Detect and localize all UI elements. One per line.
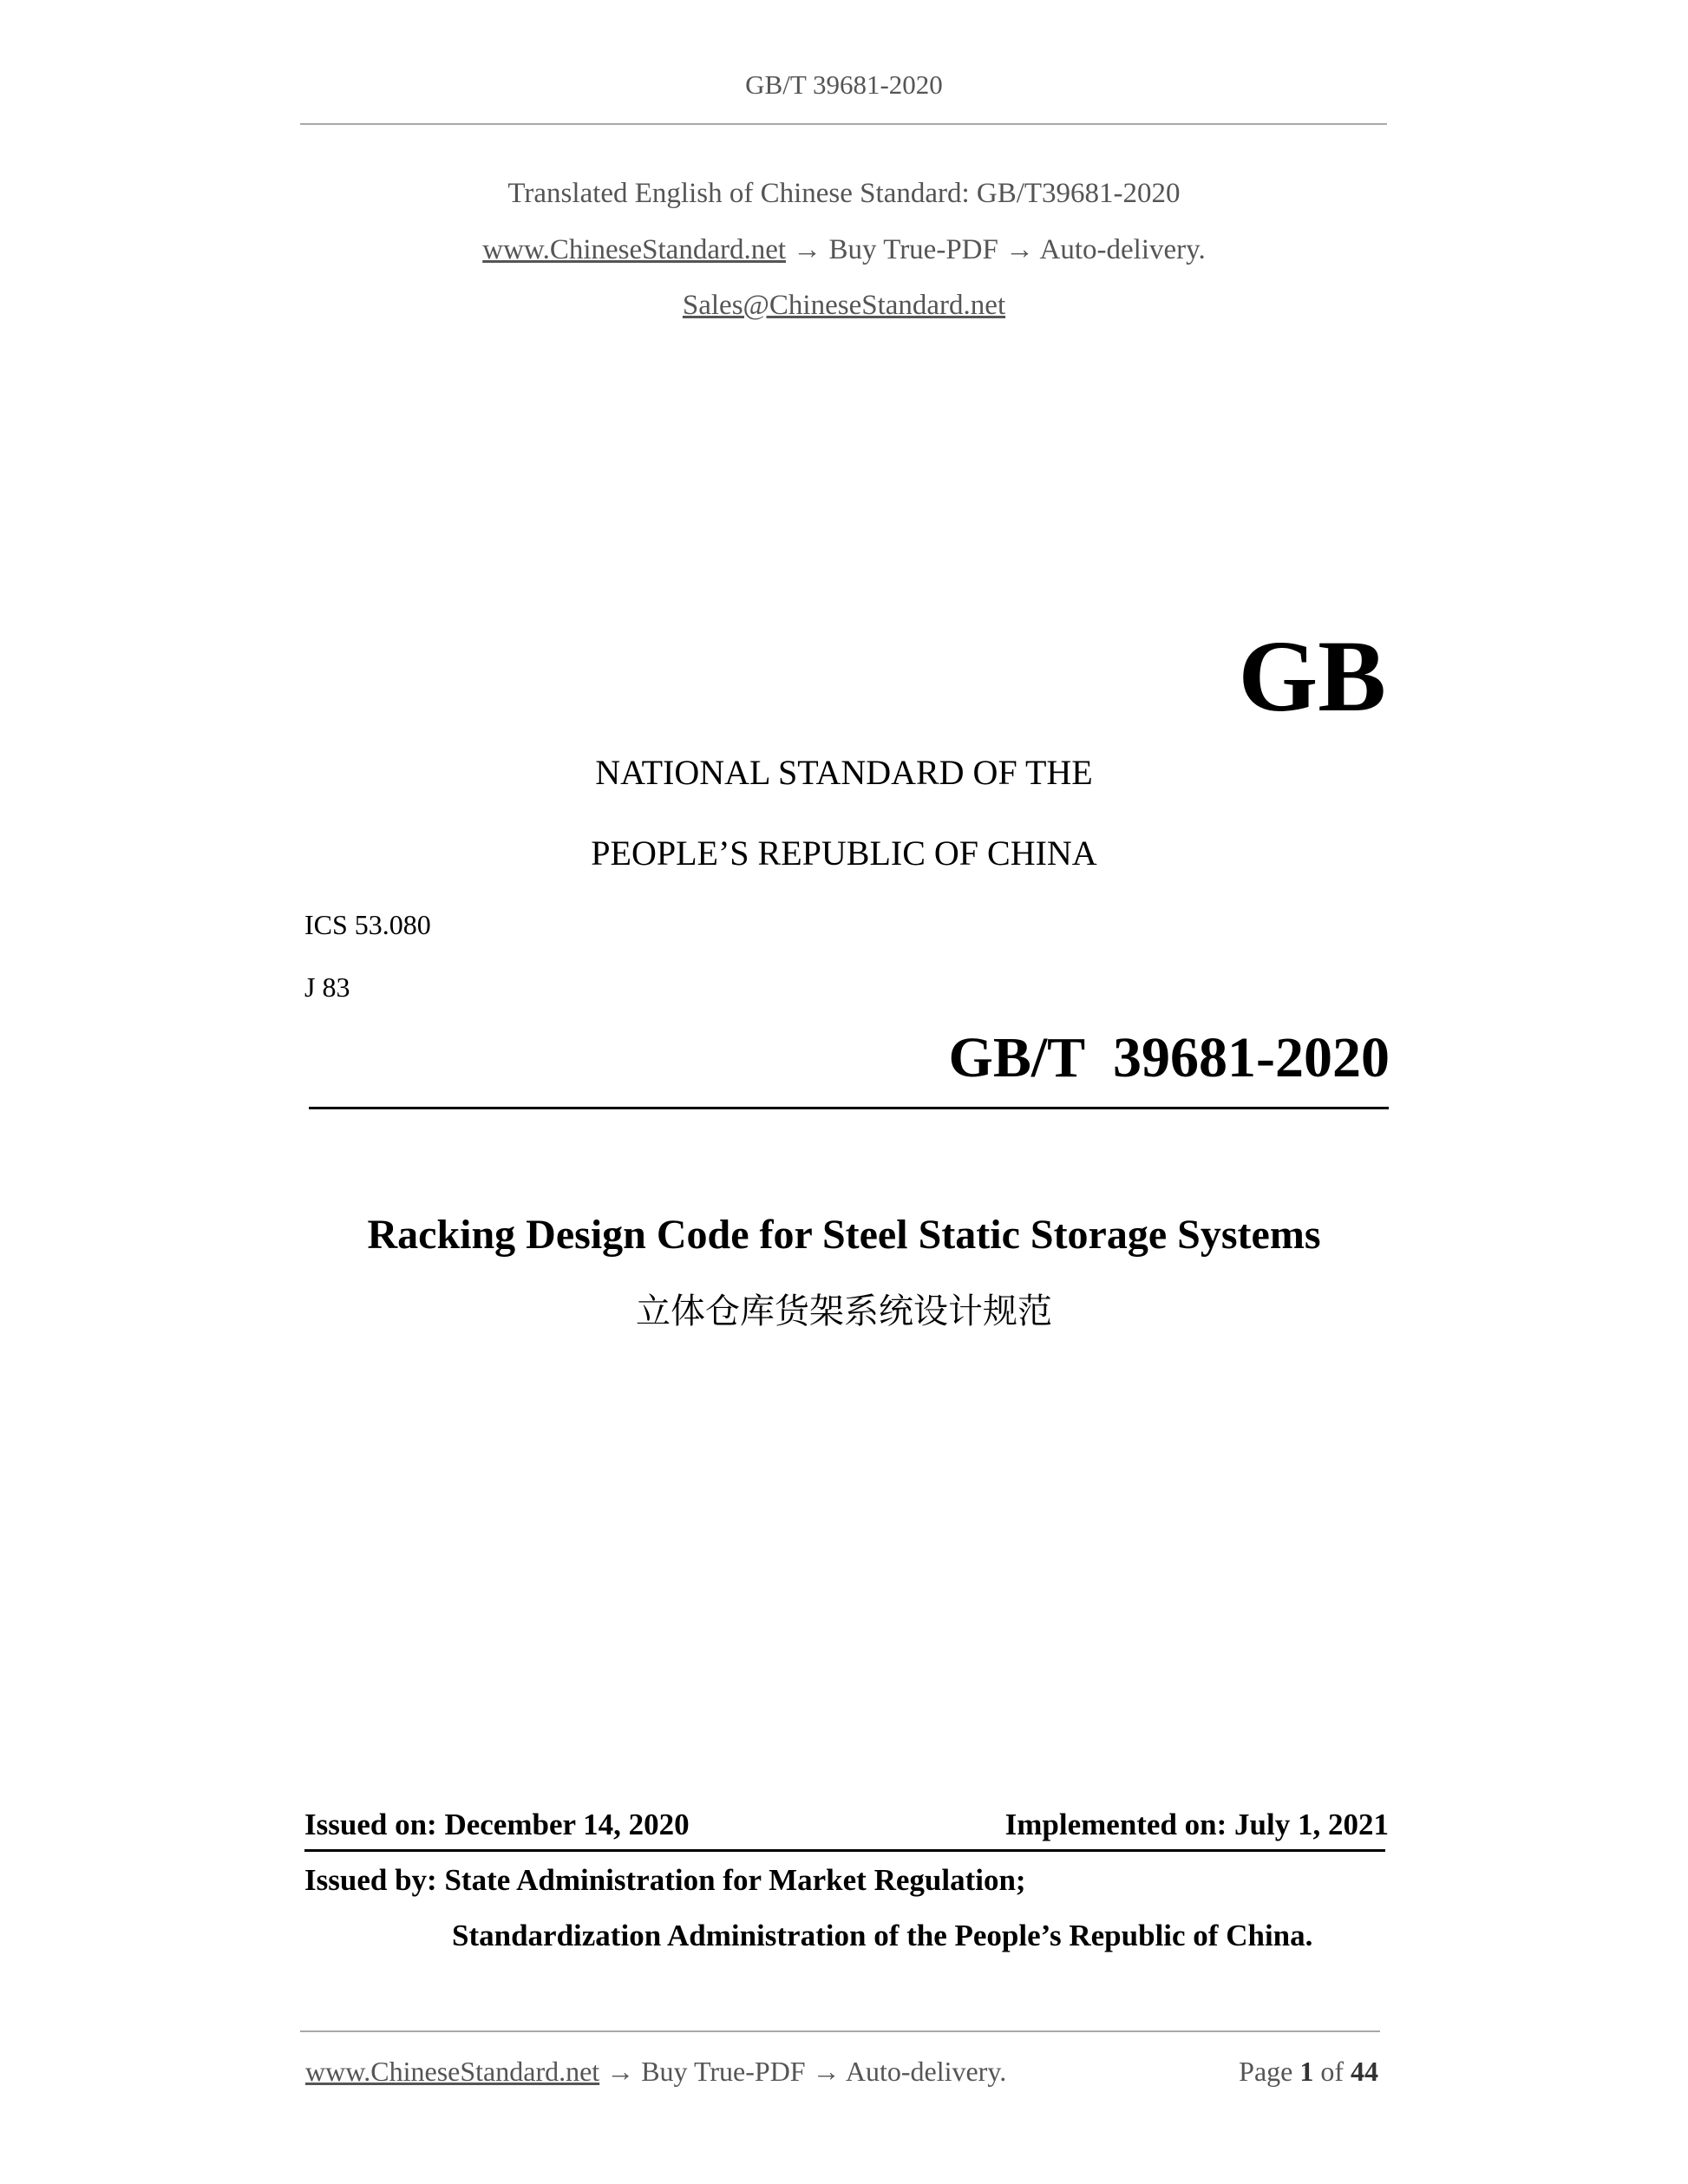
issue-divider	[304, 1849, 1385, 1852]
national-standard-line2: PEOPLE’S REPUBLIC OF CHINA	[591, 834, 1097, 873]
site-link[interactable]: www.ChineseStandard.net	[482, 234, 787, 265]
title-chinese: 立体仓库货架系统设计规范	[636, 1291, 1052, 1331]
footer-site-link[interactable]: www.ChineseStandard.net	[305, 2056, 600, 2087]
gb-mark: GB	[1238, 619, 1386, 733]
standard-number: GB/T 39681-2020	[948, 1026, 1390, 1089]
footer-delivery-text: Auto-delivery.	[845, 2056, 1007, 2087]
arrow-right-icon: →	[1005, 234, 1035, 265]
delivery-text: Auto-delivery.	[1039, 234, 1206, 265]
footer-purchase-line	[305, 2053, 1006, 2089]
arrow-right-icon: →	[812, 2056, 841, 2087]
arrow-right-icon: →	[793, 234, 822, 265]
page-indicator	[1239, 2053, 1378, 2089]
issued-on: Issued on: December 14, 2020	[304, 1808, 690, 1841]
translation-notice: Translated English of Chinese Standard: GB/T39681-2020	[507, 178, 1181, 209]
email-line	[0, 287, 1688, 324]
page-of: of	[1320, 2056, 1344, 2087]
page-total: 44	[1351, 2056, 1378, 2087]
national-standard-line1: NATIONAL STANDARD OF THE	[595, 753, 1093, 792]
arrow-right-icon: →	[606, 2056, 635, 2087]
issued-by: Issued by: State Administration for Market Regulation;	[304, 1863, 1026, 1897]
page-label: Page	[1239, 2056, 1293, 2087]
title-english: Racking Design Code for Steel Static Storage Systems	[367, 1212, 1321, 1258]
buy-text: Buy True-PDF	[828, 234, 998, 265]
ccs-code: J 83	[304, 971, 350, 1003]
email-link[interactable]: Sales@ChineseStandard.net	[682, 290, 1006, 321]
header-divider	[300, 123, 1387, 125]
implemented-on: Implemented on: July 1, 2021	[1004, 1808, 1389, 1841]
footer-divider	[300, 2030, 1380, 2032]
page-current: 1	[1299, 2056, 1314, 2087]
ics-code: ICS 53.080	[304, 909, 431, 940]
purchase-line	[0, 232, 1688, 268]
footer-buy-text: Buy True-PDF	[641, 2056, 806, 2087]
running-header: GB/T 39681-2020	[745, 69, 943, 100]
standard-number-divider	[309, 1107, 1389, 1109]
issued-by-continued: Standardization Administration of the People’s Republic of China.	[452, 1919, 1313, 1952]
